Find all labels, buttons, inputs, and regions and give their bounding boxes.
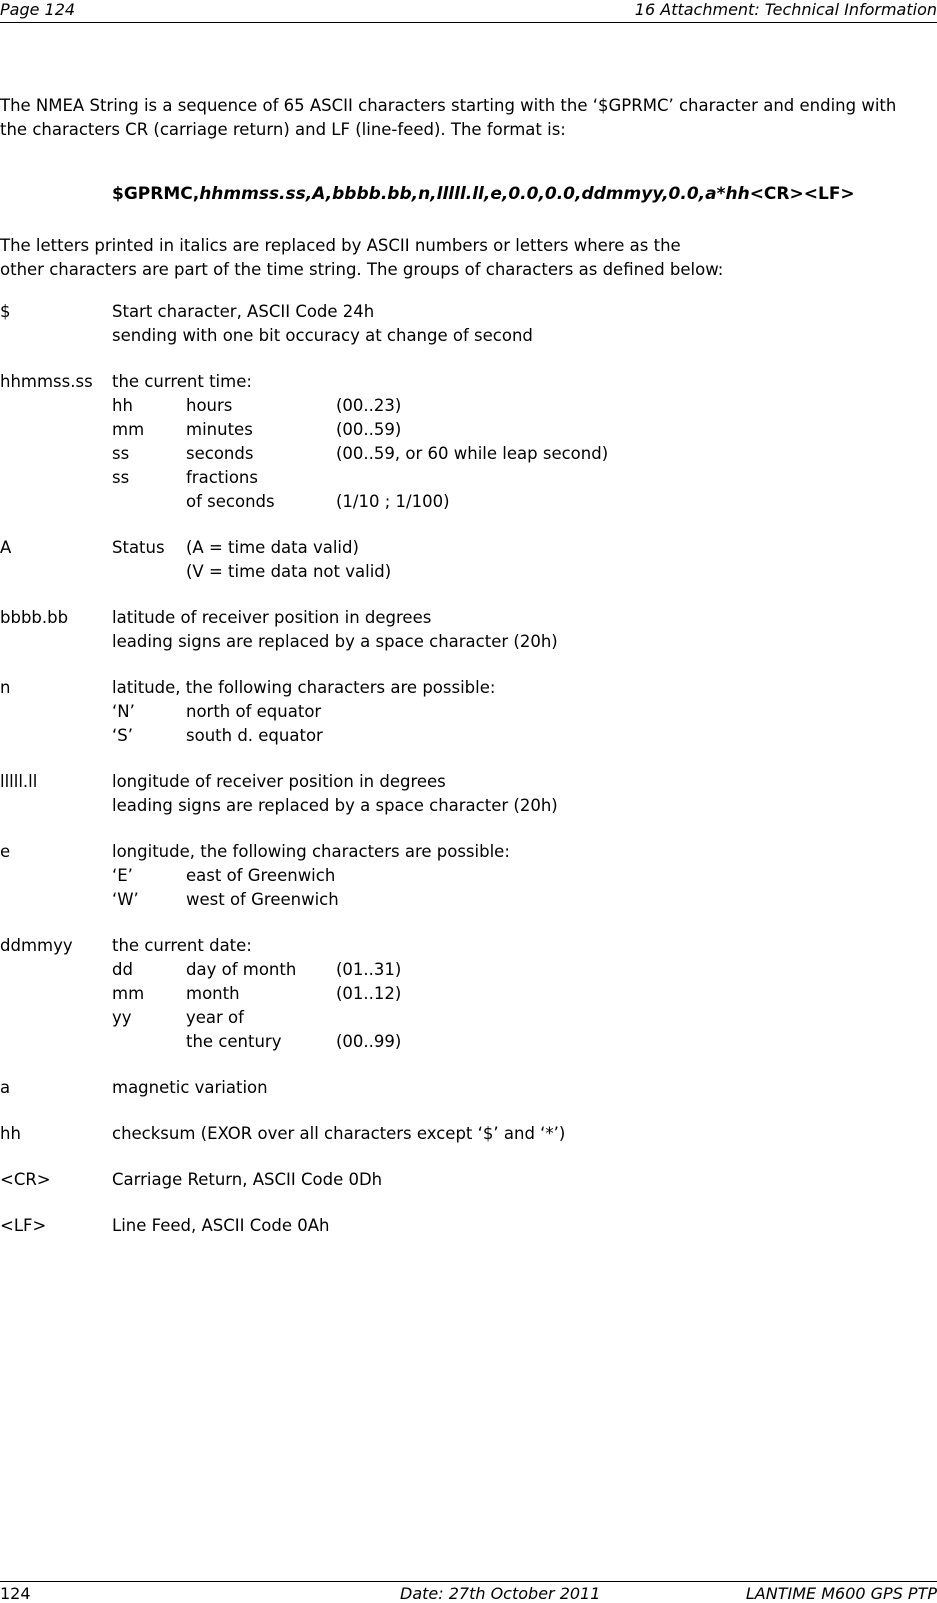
definition-c1-row-6: ss — [112, 468, 130, 487]
nmea-format-string — [112, 184, 855, 204]
definition-c2-row-9: (V = time data not valid) — [186, 562, 392, 581]
footer-product-name: LANTIME M600 GPS PTP — [745, 1584, 937, 1603]
definition-c1-row-5: ss — [112, 444, 130, 463]
definition-c2-row-22: month — [186, 984, 240, 1003]
definition-c1-row-3: hh — [112, 396, 133, 415]
definition-c1-row-21: dd — [112, 960, 133, 979]
definition-c1-row-28: Line Feed, ASCII Code 0Ah — [112, 1216, 330, 1235]
definition-c0-row-0: $ — [0, 302, 11, 321]
definition-c3-row-7: (1/10 ; 1/100) — [336, 492, 450, 511]
definition-c2-row-18: east of Greenwich — [186, 866, 336, 885]
definition-c2-row-21: day of month — [186, 960, 297, 979]
page-footer — [0, 1581, 937, 1603]
definition-c1-row-27: Carriage Return, ASCII Code 0Dh — [112, 1170, 383, 1189]
definition-c2-row-7: of seconds — [186, 492, 275, 511]
definition-c1-row-2: the current time: — [112, 372, 252, 391]
definition-c0-row-2: hhmmss.ss — [0, 372, 93, 391]
definition-c0-row-27: <CR> — [0, 1170, 51, 1189]
header-section-title: 16 Attachment: Technical Information — [634, 0, 937, 19]
definition-c0-row-25: a — [0, 1078, 11, 1097]
definition-c1-row-25: magnetic variation — [112, 1078, 268, 1097]
definition-c2-row-6: fractions — [186, 468, 258, 487]
definition-c1-row-0: Start character, ASCII Code 24h — [112, 302, 375, 321]
definition-c0-row-8: A — [0, 538, 12, 557]
definition-c2-row-19: west of Greenwich — [186, 890, 339, 909]
definition-c3-row-3: (00..23) — [336, 396, 402, 415]
definition-c2-row-14: south d. equator — [186, 726, 323, 745]
definition-c3-row-22: (01..12) — [336, 984, 402, 1003]
definition-c3-row-21: (01..31) — [336, 960, 402, 979]
definition-c2-row-4: minutes — [186, 420, 253, 439]
definition-c0-row-17: e — [0, 842, 11, 861]
format-fields: hhmmss.ss,A,bbbb.bb,n,lllll.ll,e,0.0,0.0,ddmmyy,0.0,a*hh — [199, 184, 750, 204]
footer-page-number: 124 — [0, 1584, 31, 1603]
definition-c3-row-24: (00..99) — [336, 1032, 402, 1051]
definition-c2-row-5: seconds — [186, 444, 254, 463]
definition-c2-row-24: the century — [186, 1032, 282, 1051]
intro-line-1: The NMEA String is a sequence of 65 ASCII characters starting with the ‘$GPRMC’ character and ending with — [0, 96, 897, 115]
footer-date: Date: 27th October 2011 — [400, 1584, 601, 1603]
definition-c0-row-10: bbbb.bb — [0, 608, 69, 627]
page-header — [0, 0, 937, 23]
definition-c1-row-18: ‘E’ — [112, 866, 133, 885]
definition-c1-row-4: mm — [112, 420, 145, 439]
definition-c1-row-22: mm — [112, 984, 145, 1003]
format-suffix: <CR><LF> — [749, 184, 855, 204]
definition-c2-row-3: hours — [186, 396, 233, 415]
definition-c0-row-15: lllll.ll — [0, 772, 38, 791]
definition-c1-row-26: checksum (EXOR over all characters except ‘$’ and ‘*’) — [112, 1124, 566, 1143]
definition-c3-row-5: (00..59, or 60 while leap second) — [336, 444, 609, 463]
definition-c2-row-8: (A = time data valid) — [186, 538, 359, 557]
description-line-1: The letters printed in italics are replaced by ASCII numbers or letters where as the — [0, 236, 681, 255]
definition-c0-row-26: hh — [0, 1124, 21, 1143]
intro-line-2: the characters CR (carriage return) and LF (line-feed). The format is: — [0, 120, 566, 139]
definition-c1-row-16: leading signs are replaced by a space character (20h) — [112, 796, 558, 815]
definition-c2-row-23: year of — [186, 1008, 244, 1027]
definition-c1-row-14: ‘S’ — [112, 726, 133, 745]
header-page-label: Page 124 — [0, 0, 76, 19]
definition-c3-row-4: (00..59) — [336, 420, 402, 439]
definition-c1-row-17: longitude, the following characters are possible: — [112, 842, 510, 861]
format-prefix: $GPRMC, — [112, 184, 200, 204]
description-line-2: other characters are part of the time string. The groups of characters as defined below: — [0, 260, 724, 279]
definition-c1-row-12: latitude, the following characters are possible: — [112, 678, 496, 697]
definition-c1-row-23: yy — [112, 1008, 132, 1027]
definition-c0-row-28: <LF> — [0, 1216, 47, 1235]
definition-c0-row-20: ddmmyy — [0, 936, 73, 955]
definition-c1-row-1: sending with one bit occuracy at change of second — [112, 326, 533, 345]
definition-c1-row-20: the current date: — [112, 936, 252, 955]
definition-c1-row-15: longitude of receiver position in degrees — [112, 772, 446, 791]
definition-c1-row-11: leading signs are replaced by a space character (20h) — [112, 632, 558, 651]
definition-c1-row-8: Status — [112, 538, 165, 557]
definition-c1-row-13: ‘N’ — [112, 702, 135, 721]
definition-c1-row-19: ‘W’ — [112, 890, 139, 909]
definition-c1-row-10: latitude of receiver position in degrees — [112, 608, 432, 627]
definition-c2-row-13: north of equator — [186, 702, 322, 721]
definition-c0-row-12: n — [0, 678, 11, 697]
